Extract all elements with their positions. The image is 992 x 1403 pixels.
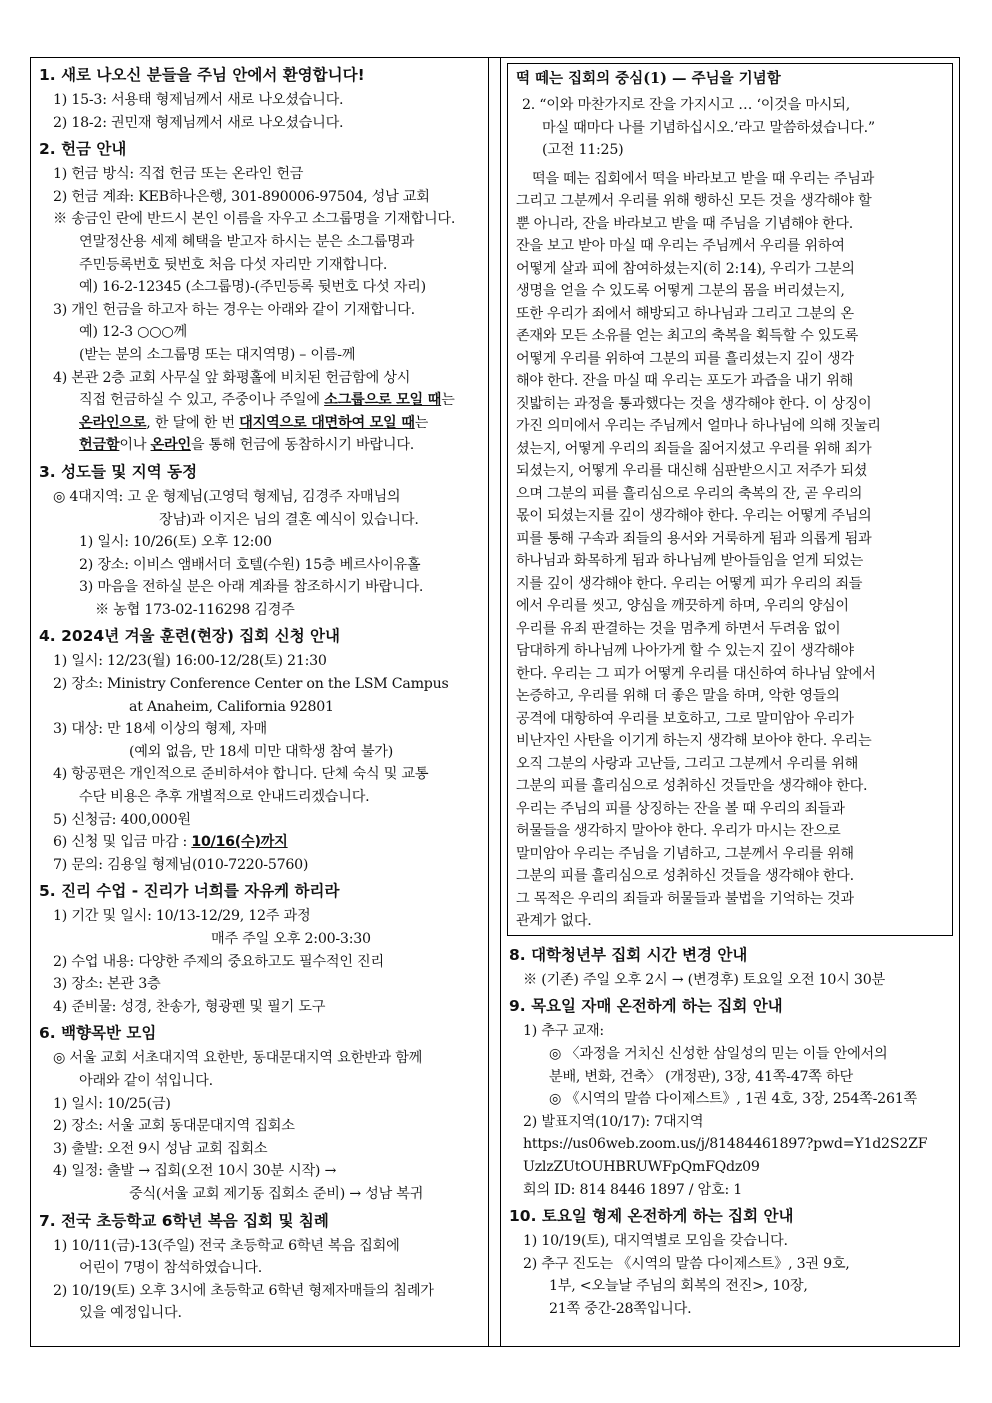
emphasis: 온라인으로 — [79, 414, 147, 431]
section-youth-time-change — [509, 944, 953, 992]
paragraph-line: 우리를 유죄 판결하는 것을 멈추게 하면서 두려움 없이 — [516, 620, 841, 637]
section-title: 5. 진리 수업 - 진리가 너희를 자유케 하리라 — [39, 882, 340, 901]
text: 이나 — [119, 437, 151, 454]
list-item: 5) 신청금: 400,000원 — [53, 811, 191, 828]
deadline: 10/16(수)까지 — [191, 834, 288, 851]
list-item: 있을 예정입니다. — [79, 1305, 182, 1322]
list-item: 4) 준비물: 성경, 찬송가, 형광펜 및 필기 도구 — [53, 998, 326, 1015]
list-item: 3) 개인 헌금을 하고자 하는 경우는 아래와 같이 기재합니다. — [53, 301, 415, 318]
list-item: 중식(서울 교회 제기동 집회소 준비) → 성남 복귀 — [129, 1185, 424, 1202]
text: 직접 헌금하실 수 있고, 주중이나 주일에 — [79, 392, 325, 409]
verse-line: 마실 때마다 나를 기념하십시오.’라고 말씀하셨습니다.” — [542, 119, 875, 136]
section-elementary-gospel — [39, 1210, 482, 1325]
list-item: 2) 장소: Ministry Conference Center on the LSM Campus — [53, 676, 449, 693]
text: 는 — [441, 392, 455, 409]
list-item: (예외 없음, 만 18세 미만 대학생 참여 불가) — [129, 743, 394, 760]
list-item — [39, 389, 482, 412]
list-item: ※ 농협 173-02-116298 김경주 — [95, 601, 295, 618]
list-item: 2) 18-2: 권민재 형제님께서 새로 나오셨습니다. — [53, 114, 344, 131]
list-item: 예) 16-2-12345 (소그룹명)-(주민등록 뒷번호 다섯 자리) — [79, 279, 426, 296]
list-item: ※ (기존) 주일 오후 2시 → (변경후) 토요일 오전 10시 30분 — [523, 971, 885, 988]
list-item: at Anaheim, California 92801 — [129, 698, 334, 715]
section-offering — [39, 138, 482, 457]
section-title: 10. 토요일 형제 온전하게 하는 집회 안내 — [509, 1207, 794, 1226]
section-title: 8. 대학청년부 집회 시간 변경 안내 — [509, 945, 748, 964]
verse-line: 2. “이와 마찬가지로 잔을 가지시고 … ‘이것을 마시되, — [522, 97, 850, 113]
list-item: 7) 문의: 김용일 형제님(010-7220-5760) — [53, 856, 309, 873]
section-saturday-brothers — [509, 1205, 953, 1320]
section-welcome — [39, 64, 482, 134]
list-item: 장남)과 이지은 님의 결혼 예식이 있습니다. — [159, 511, 419, 528]
list-item: 1) 15-3: 서용태 형제님께서 새로 나오셨습니다. — [53, 92, 344, 108]
section-cedar-meeting — [39, 1022, 482, 1205]
list-item: ◎ 서울 교회 서초대지역 요한반, 동대문대지역 요한반과 함께 — [53, 1050, 423, 1067]
list-item — [39, 831, 482, 854]
list-item: 1) 10/11(금)-13(주일) 전국 초등학교 6학년 복음 집회에 — [53, 1237, 400, 1254]
section-title: 1. 새로 나오신 분들을 주님 안에서 환영합니다! — [39, 66, 365, 84]
paragraph-line: 우리는 주님의 피를 상징하는 잔을 볼 때 우리의 죄들과 — [516, 800, 845, 817]
list-item: 예) 12-3 ○○○께 — [79, 324, 187, 341]
emphasis: 온라인 — [150, 437, 191, 454]
devotional-box — [507, 63, 953, 936]
list-item: 1) 기간 및 일시: 10/13-12/29, 12주 과정 — [53, 908, 311, 925]
paragraph-line: 생명을 얻을 수 있도록 어떻게 그분의 몸을 버리셨는지, — [516, 283, 845, 300]
section-title: 3. 성도들 및 지역 동정 — [39, 462, 198, 481]
list-item: 1) 추구 교재: — [523, 1023, 604, 1040]
list-item: 2) 10/19(토) 오후 3시에 초등학교 6학년 형제자매들의 침례가 — [53, 1282, 434, 1299]
list-item: 4) 일정: 출발 → 집회(오전 10시 30분 시작) → — [53, 1163, 337, 1180]
list-item: 21쪽 중간-28쪽입니다. — [549, 1300, 692, 1317]
list-item: 어린이 7명이 참석하였습니다. — [79, 1260, 263, 1277]
paragraph-line: 피를 통해 구속과 죄들의 용서와 거룩하게 됨과 의롭게 됨과 — [516, 530, 872, 547]
right-column — [501, 58, 959, 1346]
list-item — [39, 434, 482, 457]
list-item: 2) 헌금 계좌: KEB하나은행, 301-890006-97504, 성남 교회 — [53, 188, 430, 205]
paragraph-line: 되셨는지, 어떻게 우리를 대신해 심판받으시고 저주가 되셨 — [516, 463, 868, 480]
section-news — [39, 461, 482, 622]
section-title: 6. 백향목반 모임 — [39, 1024, 157, 1043]
paragraph-line: 말미암아 우리는 주님을 기념하고, 그분께서 우리를 위해 — [516, 845, 854, 862]
emphasis: 헌금함 — [79, 437, 120, 454]
section-title: 9. 목요일 자매 온전하게 하는 집회 안내 — [509, 997, 783, 1016]
paragraph-line: 그분의 피를 흘리심으로 성취하신 것들을 생각해야 한다. — [516, 868, 854, 885]
paragraph-line: 셨는지, 어떻게 우리의 죄들을 짊어지셨고 우리를 위해 죄가 — [516, 440, 872, 457]
paragraph-line: 비난자인 사탄을 이기게 하는지 생각해 보아야 한다. 우리는 — [516, 733, 872, 750]
paragraph-line: 지를 깊이 생각해야 한다. 우리는 어떻게 피가 우리의 죄들 — [516, 575, 863, 592]
section-truth-class — [39, 880, 482, 1018]
text: 는 — [414, 414, 429, 431]
list-item: 매주 주일 오후 2:00-3:30 — [211, 931, 371, 947]
list-item: 3) 출발: 오전 9시 성남 교회 집회소 — [53, 1140, 268, 1157]
paragraph-line: 떡을 떼는 집회에서 떡을 바라보고 받을 때 우리는 주님과 — [532, 170, 874, 187]
list-item: 3) 마음을 전하실 분은 아래 계좌를 참조하시기 바랍니다. — [79, 579, 424, 596]
section-title: 7. 전국 초등학교 6학년 복음 집회 및 침례 — [39, 1211, 329, 1230]
list-item: ◎ 4대지역: 고 운 형제님(고영덕 형제님, 김경주 자매님의 — [53, 488, 401, 505]
emphasis: 대지역으로 대면하여 모일 때 — [239, 414, 415, 431]
devotional-title: 떡 떼는 집회의 중심(1) — 주님을 기념함 — [516, 70, 781, 87]
zoom-link-cont[interactable]: UzlzZUtOUHBRUWFpQmFQdz09 — [523, 1158, 760, 1175]
section-title: 4. 2024년 겨울 훈련(현장) 집회 신청 안내 — [39, 627, 341, 646]
list-item: 수단 비용은 추후 개별적으로 안내드리겠습니다. — [79, 789, 370, 806]
list-item: 3) 장소: 본관 3층 — [53, 976, 161, 993]
list-item: 2) 발표지역(10/17): 7대지역 — [523, 1113, 704, 1130]
paragraph-line: 하나님과 화목하게 됨과 하나님께 받아들임을 얻게 되었는 — [516, 553, 863, 570]
paragraph-line: 그리고 그분께서 우리를 위해 행하신 모든 것을 생각해야 할 — [516, 193, 872, 210]
list-item: 3) 대상: 만 18세 이상의 형제, 자매 — [53, 721, 267, 738]
section-title: 2. 헌금 안내 — [39, 140, 127, 159]
list-item: (받는 분의 소그룹명 또는 대지역명) – 이름-께 — [79, 346, 356, 363]
zoom-link[interactable]: https://us06web.zoom.us/j/81484461897?pwd=Y1d2S2ZF — [523, 1136, 928, 1153]
list-item: ◎ 《시역의 말씀 다이제스트》, 1권 4호, 3장, 254쪽-261쪽 — [549, 1091, 917, 1108]
column-divider — [489, 58, 501, 1346]
text: , 한 달에 한 번 — [146, 414, 240, 431]
paragraph-line: 어떻게 살과 피에 참여하셨는지(히 2:14), 우리가 그분의 — [516, 260, 855, 277]
list-item: 1) 헌금 방식: 직접 헌금 또는 온라인 헌금 — [53, 166, 304, 183]
section-thursday-sisters — [509, 995, 953, 1201]
paragraph-line: 논증하고, 우리를 위해 더 좋은 말을 하며, 악한 영들의 — [516, 688, 840, 705]
paragraph-line: 관계가 없다. — [516, 913, 592, 930]
list-item — [39, 412, 482, 435]
paragraph-line: 담대하게 하나님께 나아가게 할 수 있는지 깊이 생각해야 — [516, 643, 854, 660]
list-item: 1부, <오늘날 주님의 회복의 전진>, 10장, — [549, 1278, 808, 1295]
emphasis: 소그룹으로 모일 때 — [324, 392, 442, 409]
paragraph-line: 허물들을 생각하지 말아야 한다. 우리가 마시는 잔으로 — [516, 823, 841, 840]
list-item: 1) 10/19(토), 대지역별로 모임을 갖습니다. — [523, 1233, 788, 1250]
verse-reference: (고전 11:25) — [542, 142, 624, 159]
list-item: 분배, 변화, 건축〉 (개정판), 3장, 41쪽-47쪽 하단 — [549, 1068, 853, 1085]
bulletin-frame — [30, 57, 960, 1347]
list-item: ※ 송금인 란에 반드시 본인 이름을 자우고 소그룹명을 기재합니다. — [53, 211, 456, 228]
list-item: 1) 일시: 10/26(토) 오후 12:00 — [79, 534, 272, 551]
paragraph-line: 몫이 되셨는지를 깊이 생각해야 한다. 우리는 어떻게 주님의 — [516, 508, 872, 525]
section-winter-training — [39, 625, 482, 876]
left-column — [31, 58, 489, 1346]
list-item: 1) 일시: 12/23(월) 16:00-12/28(토) 21:30 — [53, 653, 327, 670]
paragraph-line: 잔을 보고 받아 마실 때 우리는 주님께서 우리를 위하여 — [516, 238, 845, 255]
paragraph-line: 어떻게 우리를 위하여 그분의 피를 흘리셨는지 깊이 생각 — [516, 350, 854, 367]
paragraph-line: 공격에 대항하여 우리를 보호하고, 그로 말미암아 우리가 — [516, 710, 854, 727]
paragraph-line: 오직 그분의 사랑과 고난들, 그리고 그분께서 우리를 위해 — [516, 755, 858, 772]
text: 을 통해 헌금에 동참하시기 바랍니다. — [190, 437, 415, 454]
paragraph-line: 뿐 아니라, 잔을 바라보고 받을 때 주님을 기념해야 한다. — [516, 215, 854, 232]
meeting-id: 회의 ID: 814 8446 1897 / 암호: 1 — [523, 1181, 743, 1198]
list-item: 2) 장소: 이비스 앰배서더 호텔(수원) 15층 베르사이유홀 — [79, 556, 421, 573]
list-item: 4) 본관 2층 교회 사무실 앞 화평홀에 비치된 헌금함에 상시 — [53, 369, 411, 386]
paragraph-line: 그 목적은 우리의 죄들과 허물들과 불법을 기억하는 것과 — [516, 890, 854, 907]
list-item: 아래와 같이 섞입니다. — [79, 1072, 213, 1089]
list-item: 2) 추구 진도는 《시역의 말씀 다이제스트》, 3권 9호, — [523, 1255, 850, 1272]
paragraph-line: 으며 그분의 피를 흘리심으로 우리의 축복의 잔, 곧 우리의 — [516, 485, 863, 502]
list-item: 4) 항공편은 개인적으로 준비하셔야 합니다. 단체 숙식 및 교통 — [53, 766, 429, 783]
paragraph-line: 한다. 우리는 그 피가 어떻게 우리를 대신하여 하나님 앞에서 — [516, 665, 876, 682]
paragraph-line: 존재와 모든 소유를 얻는 최고의 축복을 획득할 수 있도록 — [516, 328, 858, 345]
list-item: 2) 수업 내용: 다양한 주제의 중요하고도 필수적인 진리 — [53, 953, 384, 970]
paragraph-line: 짓밟히는 과정을 통과했다는 것을 생각해야 한다. 이 상징이 — [516, 395, 872, 412]
paragraph-line: 또한 우리가 죄에서 해방되고 하나님과 그리고 그분의 온 — [516, 305, 854, 322]
paragraph-line: 그분의 피를 흘리심으로 성취하신 것들만을 생각해야 한다. — [516, 778, 868, 795]
list-item: 1) 일시: 10/25(금) — [53, 1095, 171, 1112]
paragraph-line: 해야 한다. 잔을 마실 때 우리는 포도가 과즙을 내기 위해 — [516, 373, 854, 390]
text: 6) 신청 및 입금 마감 : — [53, 834, 192, 851]
list-item: 2) 장소: 서울 교회 동대문대지역 집회소 — [53, 1118, 295, 1135]
paragraph-line: 에서 우리를 씻고, 양심을 깨끗하게 하며, 우리의 양심이 — [516, 598, 849, 615]
paragraph-line: 가진 의미에서 우리는 주님께서 얼마나 하나님에 의해 짓눌리 — [516, 418, 881, 435]
list-item: 연말정산용 세제 혜택을 받고자 하시는 분은 소그룹명과 — [79, 233, 415, 250]
list-item: ◎ 〈과정을 거치신 신성한 삼일성의 믿는 이들 안에서의 — [549, 1045, 888, 1062]
list-item: 주민등록번호 뒷번호 처음 다섯 자리만 기재합니다. — [79, 256, 388, 273]
